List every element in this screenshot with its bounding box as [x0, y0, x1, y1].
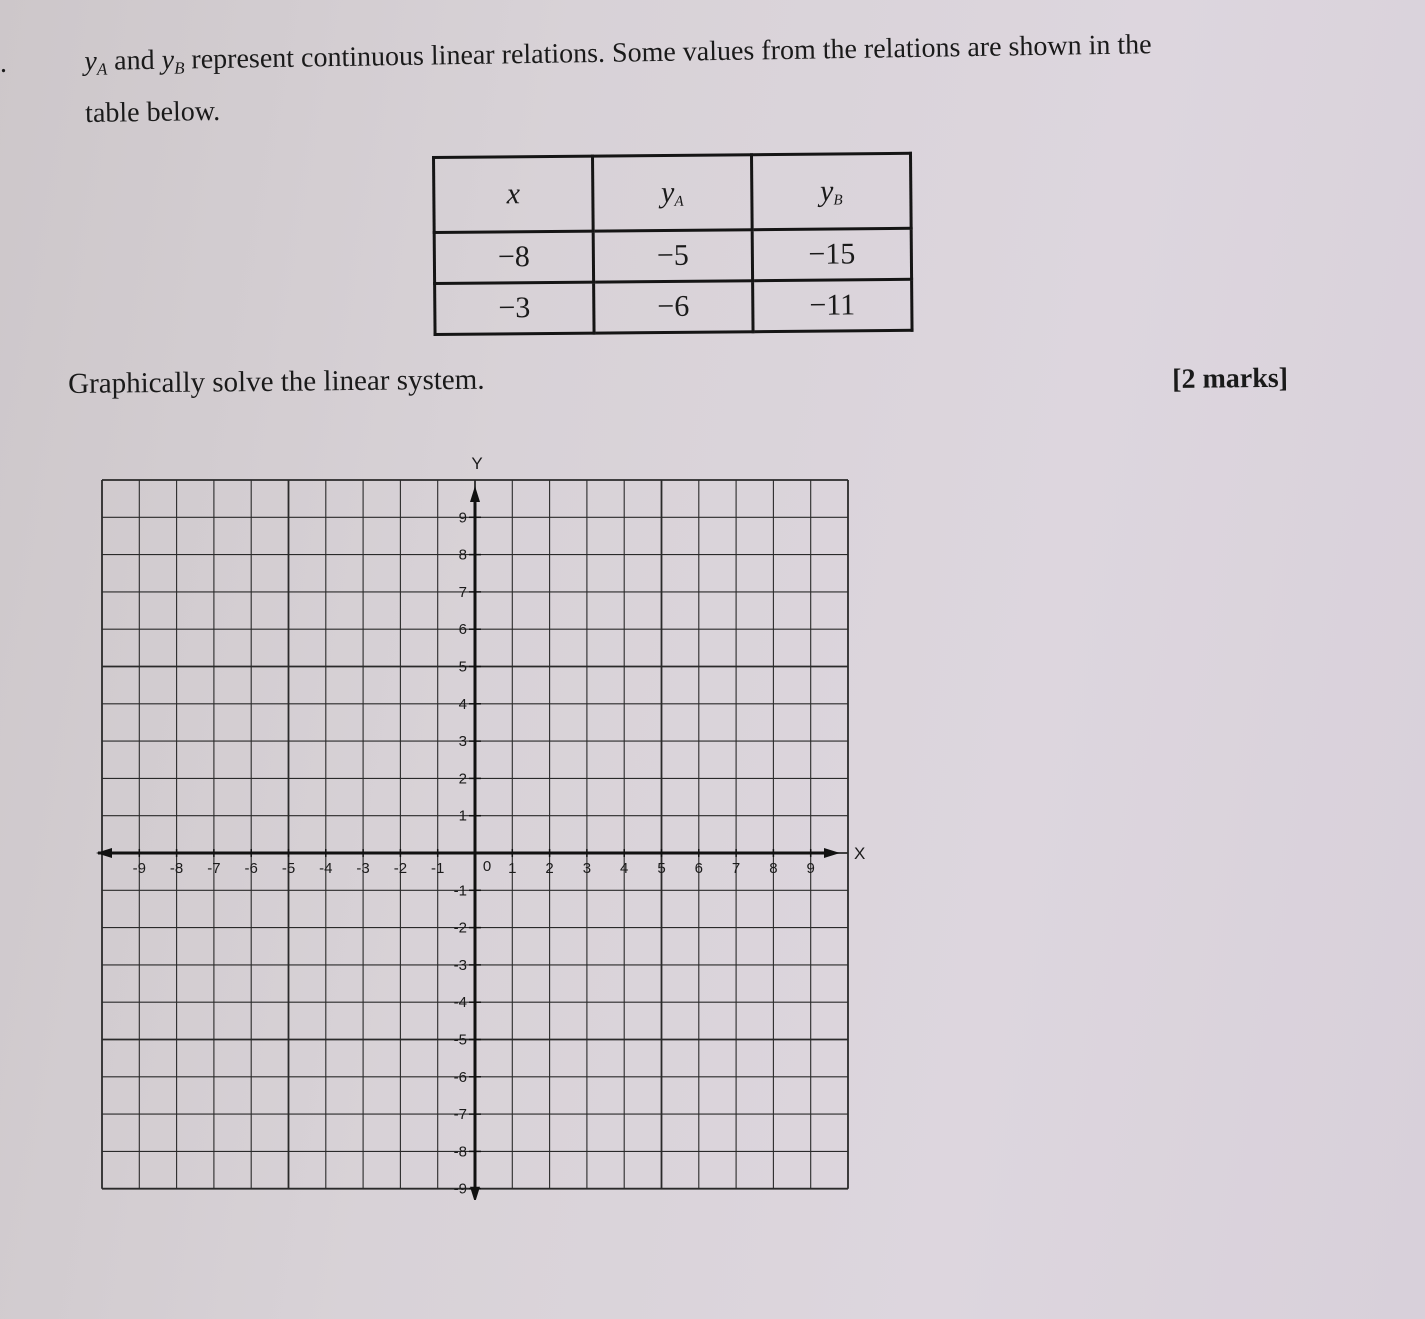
x-tick-label: 5	[657, 860, 666, 877]
x-axis-arrow-left	[96, 848, 112, 858]
question-number: .	[0, 48, 7, 79]
y-tick-label: -8	[453, 1143, 467, 1161]
table-cell: −3	[435, 282, 594, 334]
y-tick-label: 4	[458, 695, 467, 713]
intro-and: and	[113, 44, 155, 77]
axes	[96, 486, 840, 1200]
table-cell: −5	[593, 230, 752, 282]
x-tick-label: -8	[169, 860, 184, 877]
var-b-sub: B	[174, 58, 185, 78]
x-tick-label: -3	[356, 860, 370, 877]
x-tick-label: -6	[244, 860, 258, 877]
intro-text: represent continuous linear relations. Some values from the relations are shown in the	[191, 29, 1152, 76]
x-tick-label: -9	[132, 860, 146, 877]
y-axis-label: Y	[471, 455, 483, 473]
x-tick-label: 3	[582, 860, 592, 877]
header-ya: $y_A$	[593, 155, 753, 231]
y-tick-label: 1	[458, 807, 467, 825]
x-tick-label: 4	[620, 860, 629, 877]
y-tick-label: -9	[453, 1180, 467, 1198]
x-tick-label: -2	[393, 860, 408, 877]
y-tick-label: 7	[458, 583, 467, 601]
table-header-row	[434, 153, 912, 232]
instruction-text: Graphically solve the linear system.	[68, 363, 485, 400]
origin-label: 0	[482, 858, 492, 875]
header-yb: $y_B$	[752, 153, 912, 229]
table-row	[434, 228, 911, 283]
table-row	[435, 279, 912, 334]
y-tick-label: 5	[458, 658, 467, 676]
x-tick-label: 6	[694, 860, 703, 877]
x-tick-label: -1	[431, 860, 445, 877]
intro-text-line2: table below.	[84, 95, 221, 129]
y-tick-label: -3	[453, 956, 467, 974]
table-cell: −6	[594, 281, 753, 333]
x-tick-label: 1	[508, 860, 517, 877]
x-tick-label: -5	[281, 860, 296, 877]
header-x: x	[434, 156, 594, 232]
y-tick-label: 9	[458, 509, 467, 527]
y-axis-arrow-up	[470, 486, 480, 502]
y-tick-label: -4	[453, 994, 467, 1012]
values-table	[432, 152, 914, 336]
x-tick-label: 8	[769, 860, 778, 877]
y-tick-label: -7	[453, 1106, 467, 1124]
table-cell: −8	[434, 231, 593, 283]
var-a-sub: A	[96, 59, 108, 79]
table-cell: −15	[752, 228, 911, 280]
y-tick-label: -6	[453, 1068, 467, 1086]
y-tick-label: 3	[458, 733, 467, 751]
marks-label: [2 marks]	[1172, 362, 1289, 395]
x-axis-arrow-right	[824, 848, 840, 858]
x-tick-label: 7	[731, 860, 741, 877]
x-tick-label: 9	[806, 860, 815, 877]
y-tick-label: 8	[458, 546, 467, 564]
x-tick-label: -7	[207, 860, 221, 877]
question-intro	[84, 20, 1355, 136]
x-axis-label: X	[854, 844, 866, 863]
coordinate-grid[interactable]	[60, 455, 880, 1200]
var-b: y	[161, 44, 175, 76]
y-tick-label: -1	[453, 882, 467, 900]
y-tick-label: 6	[458, 621, 467, 639]
table-cell: −11	[753, 279, 912, 331]
x-tick-label: -4	[319, 860, 333, 877]
y-tick-label: -5	[453, 1031, 467, 1049]
y-tick-label: 2	[458, 770, 467, 788]
y-tick-label: -2	[453, 919, 467, 937]
x-tick-label: 2	[545, 860, 554, 877]
var-a: y	[84, 45, 98, 77]
